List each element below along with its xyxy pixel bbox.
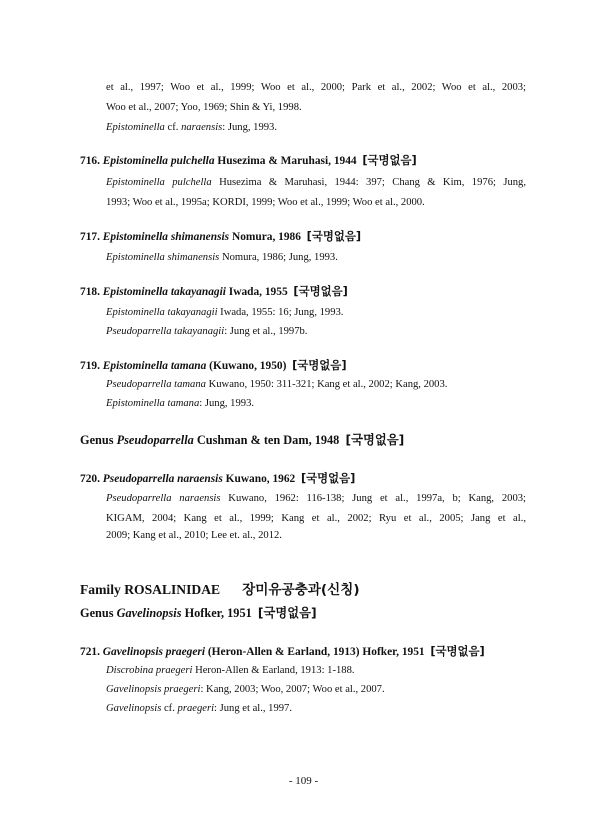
reference-line: [106, 664, 355, 678]
taxon-name: Discrobina praegeri: [106, 665, 193, 676]
cf-text: cf.: [163, 703, 175, 714]
taxon-name: Pseudoparrella naraensis: [106, 493, 221, 504]
reference-line: [106, 397, 254, 411]
genus-heading: [80, 605, 317, 621]
genus-label: Genus: [80, 606, 114, 620]
citation: Husezima & Maruhasi, 1944: 397; Chang & Kim, 1976; Jung,: [211, 177, 526, 188]
taxon-name: Epistominella takayanagii: [106, 307, 218, 318]
taxon-name: Pseudoparrella takayanagii: [106, 326, 225, 337]
author-text: Cushman & ten Dam, 1948: [196, 433, 340, 447]
genus-name: Gavelinopsis: [116, 606, 182, 620]
family-name: ROSALINIDAE: [124, 582, 221, 597]
genus-name: Epistominella: [102, 231, 168, 243]
entry-number: 718.: [80, 286, 100, 298]
reference-line: [106, 325, 307, 339]
reference-line: [106, 251, 338, 265]
family-label: Family: [80, 582, 121, 597]
reference-line: 1993; Woo et al., 1995a; KORDI, 1999; Woo et al., 1999; Woo et al., 2000.: [106, 197, 425, 208]
citation: Heron-Allen & Earland, 1913: 1-188.: [192, 665, 355, 676]
reference-line: et al., 1997; Woo et al., 1999; Woo et al., 2000; Park et al., 2002; Woo et al., 2003;: [106, 82, 526, 93]
korean-name: [국명없음]: [257, 606, 317, 620]
genus-name: Pseudoparrella: [116, 433, 194, 447]
entry-number: 721.: [80, 646, 100, 658]
reference-line: Woo et al., 2007; Yoo, 1969; Shin & Yi, 1998.: [106, 102, 302, 113]
author-text: Kuwano, 1962: [225, 473, 296, 485]
family-heading: [80, 581, 360, 599]
citation: : Jung, 1993.: [199, 398, 255, 409]
reference-line: 2009; Kang et al., 2010; Lee et. al., 2012.: [106, 530, 282, 541]
species-name: takayanagii: [170, 286, 226, 298]
citation: Iwada, 1955: 16; Jung, 1993.: [217, 307, 344, 318]
genus-heading: [80, 432, 404, 448]
citation: : Kang, 2003; Woo, 2007; Woo et al., 2007.: [200, 684, 385, 695]
korean-name: [국명없음]: [293, 284, 348, 298]
reference-line: KIGAM, 2004; Kang et al., 1999; Kang et al., 2002; Ryu et al., 2005; Jang et al.,: [106, 513, 526, 524]
korean-name: [국명없음]: [306, 229, 362, 243]
taxon-name: Gavelinopsis: [106, 703, 162, 714]
page-number: - 109 -: [288, 775, 319, 787]
species-name: tamana: [170, 360, 207, 372]
species-name: pulchella: [170, 155, 215, 167]
species-entry-heading: [80, 471, 355, 487]
reference-line: [106, 702, 292, 716]
reference-line: [106, 306, 343, 320]
author-text: Husezima & Maruhasi, 1944: [217, 155, 357, 167]
genus-name: Pseudoparrella: [102, 473, 175, 485]
reference-line: [106, 492, 526, 506]
species-entry-heading: [80, 153, 417, 169]
korean-name: [국명없음]: [430, 644, 485, 658]
author-text: Iwada, 1955: [228, 286, 288, 298]
species-name: naraensis: [177, 473, 223, 485]
species-entry-heading: [80, 229, 361, 245]
genus-label: Genus: [80, 433, 114, 447]
taxon-name: Pseudoparrella tamana: [106, 379, 206, 390]
reference-line: [106, 121, 277, 135]
genus-name: Gavelinopsis: [102, 646, 163, 658]
korean-name: [국명없음]: [300, 471, 356, 485]
citation: : Jung et al., 1997b.: [224, 326, 308, 337]
author-text: Hofker, 1951: [184, 606, 252, 620]
citation: Nomura, 1986; Jung, 1993.: [219, 252, 338, 263]
species-entry-heading: [80, 644, 485, 660]
species-name: praegeri: [165, 646, 206, 658]
genus-name: Epistominella: [102, 360, 168, 372]
entry-number: 716.: [80, 155, 100, 167]
citation: Kuwano, 1950: 311-321; Kang et al., 2002; Kang, 2003.: [205, 379, 448, 390]
entry-number: 720.: [80, 473, 100, 485]
species-name: shimanensis: [170, 231, 230, 243]
reference-line: [106, 378, 447, 392]
korean-name: [국명없음]: [292, 358, 347, 372]
citation: : Jung, 1993.: [222, 122, 278, 133]
author-text: Nomura, 1986: [231, 231, 301, 243]
genus-name: Epistominella: [102, 155, 168, 167]
citation: : Jung et al., 1997.: [214, 703, 292, 714]
entry-number: 719.: [80, 360, 100, 372]
korean-name: [국명없음]: [345, 433, 405, 447]
author-text: (Heron-Allen & Earland, 1913) Hofker, 1951: [207, 646, 425, 658]
taxon-name: Epistominella tamana: [106, 398, 200, 409]
genus-name: Epistominella: [102, 286, 168, 298]
cf-text: cf.: [167, 122, 179, 133]
species-name: praegeri: [177, 703, 215, 714]
species-name: naraensis: [181, 122, 223, 133]
author-text: (Kuwano, 1950): [209, 360, 287, 372]
taxon-name: Gavelinopsis praegeri: [106, 684, 201, 695]
entry-number: 717.: [80, 231, 100, 243]
korean-name: 장미유공충과(신칭): [242, 582, 360, 598]
korean-name: [국명없음]: [362, 153, 417, 167]
reference-line: [106, 176, 526, 190]
taxon-name: Epistominella: [106, 122, 165, 133]
citation: Kuwano, 1962: 116-138; Jung et al., 1997a, b; Kang, 2003;: [220, 493, 526, 504]
taxon-name: Epistominella shimanensis: [106, 252, 220, 263]
reference-line: [106, 683, 385, 697]
taxon-name: Epistominella pulchella: [106, 177, 212, 188]
species-entry-heading: [80, 284, 348, 300]
species-entry-heading: [80, 358, 347, 374]
